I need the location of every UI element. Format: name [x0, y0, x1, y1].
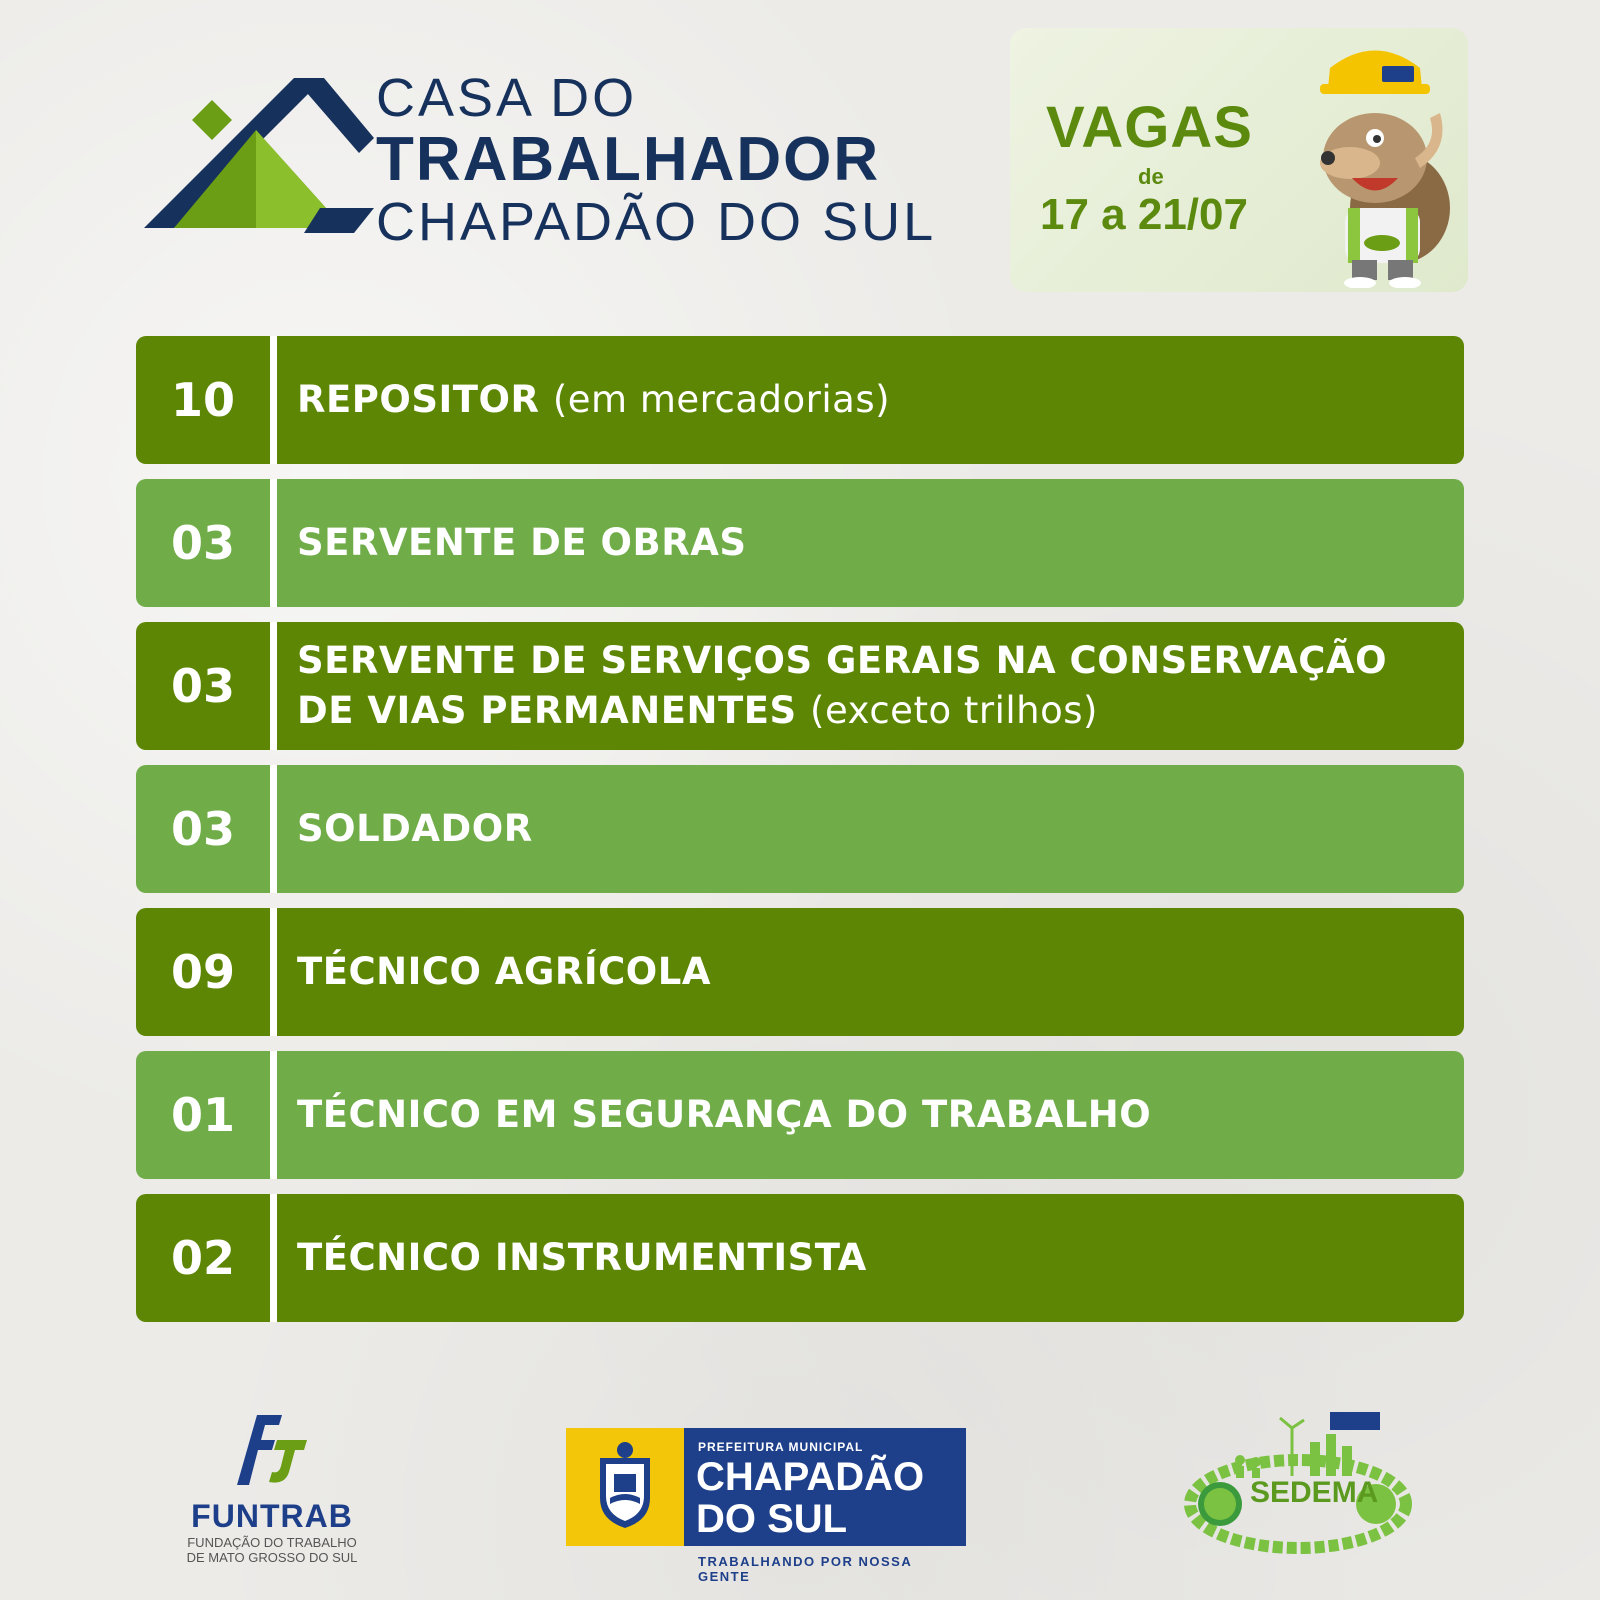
vagas-dates: 17 a 21/07: [1040, 190, 1248, 239]
row-divider: [270, 908, 277, 1036]
job-title: [277, 336, 1464, 464]
job-title-text: SERVENTE DE SERVIÇOS GERAIS NA CONSERVAÇÃO DE VIAS PERMANENTES: [297, 639, 1388, 732]
job-row: [136, 336, 1464, 464]
job-quantity: 03: [170, 659, 235, 713]
prefeitura-logo: [566, 1428, 966, 1584]
job-quantity: 01: [170, 1088, 235, 1142]
armadillo-mascot-icon: [1290, 38, 1460, 288]
funtrab-ft-icon: [227, 1410, 317, 1490]
job-row: [136, 1051, 1464, 1179]
vagas-panel: [1010, 28, 1468, 292]
funtrab-name: FUNTRAB: [191, 1498, 353, 1534]
job-title-text: REPOSITOR: [297, 378, 540, 421]
logo-text: [376, 68, 936, 252]
job-row: [136, 1194, 1464, 1322]
job-row: [136, 479, 1464, 607]
vagas-title: VAGAS: [1046, 95, 1253, 160]
row-divider: [270, 765, 277, 893]
job-title-text: TÉCNICO INSTRUMENTISTA: [297, 1236, 867, 1279]
job-title: [277, 622, 1464, 750]
job-title-text: SERVENTE DE OBRAS: [297, 521, 747, 564]
funtrab-sub-line2: DE MATO GROSSO DO SUL: [186, 1550, 358, 1565]
job-quantity: 03: [170, 802, 235, 856]
vagas-de: de: [1138, 164, 1164, 189]
logo-line-city: CHAPADÃO DO SUL: [376, 192, 937, 252]
funtrab-logo: [172, 1410, 372, 1570]
job-row: [136, 622, 1464, 750]
job-title-text: TÉCNICO EM SEGURANÇA DO TRABALHO: [297, 1093, 1152, 1136]
sedema-logo: [1180, 1412, 1420, 1562]
job-title: [277, 479, 1464, 607]
row-divider: [270, 1194, 277, 1322]
job-quantity: 03: [170, 516, 235, 570]
funtrab-sub-line1: FUNDAÇÃO DO TRABALHO: [187, 1535, 357, 1550]
job-title: [277, 1194, 1464, 1322]
logo-line-trabalhador: TRABALHADOR: [376, 125, 881, 194]
job-title: [277, 908, 1464, 1036]
row-divider: [270, 1051, 277, 1179]
prefeitura-small-label: PREFEITURA MUNICIPAL: [698, 1440, 864, 1454]
row-divider: [270, 622, 277, 750]
casa-do-trabalhador-logo: [144, 68, 964, 258]
prefeitura-yellow-box: [566, 1428, 684, 1546]
job-row: [136, 908, 1464, 1036]
row-divider: [270, 336, 277, 464]
row-divider: [270, 479, 277, 607]
job-title: [277, 1051, 1464, 1179]
job-title: [277, 765, 1464, 893]
city-coat-of-arms-icon: [566, 1428, 684, 1546]
job-quantity: 09: [170, 945, 235, 999]
job-title-note: (exceto trilhos): [810, 689, 1098, 732]
sedema-name: SEDEMA: [1250, 1476, 1379, 1509]
job-quantity: 02: [170, 1231, 235, 1285]
job-quantity: 10: [170, 373, 235, 427]
prefeitura-city-line2: DO SUL: [696, 1497, 848, 1541]
prefeitura-city-line1: CHAPADÃO: [696, 1455, 925, 1499]
prefeitura-tagline: TRABALHANDO POR NOSSA GENTE: [698, 1554, 912, 1584]
job-row: [136, 765, 1464, 893]
job-title-text: SOLDADOR: [297, 807, 533, 850]
logo-line-casa-do: CASA DO: [376, 68, 638, 128]
job-title-note: (em mercadorias): [552, 378, 891, 421]
house-logo-icon: [144, 68, 374, 243]
job-title-text: TÉCNICO AGRÍCOLA: [297, 950, 711, 993]
